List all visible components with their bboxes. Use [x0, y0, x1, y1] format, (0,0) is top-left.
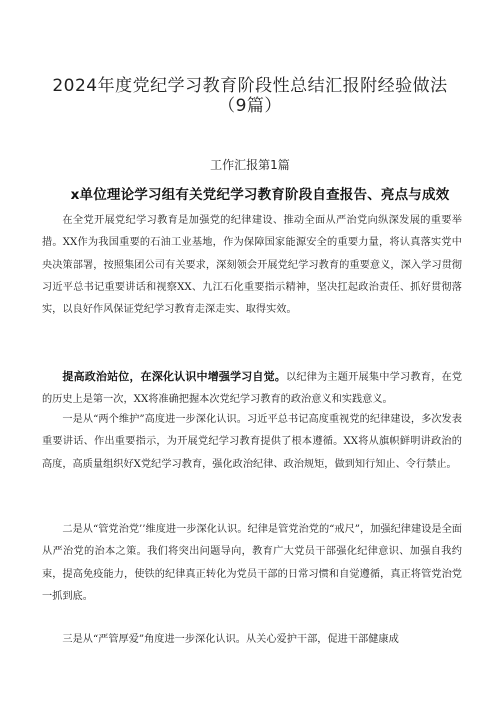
paragraph-body: 以纪律为主题开展集中学习教育，在党的历史上是第一次，XX将准确把握本次党纪学习教育的政治意义和实践意义。 — [42, 372, 463, 406]
report-number-label: 工作汇报第1篇 — [210, 158, 290, 172]
paragraph-point-two: 二是从“管党治党’’维度进一步深化认识。纪律是管党治党的“戒尺”，加强纪律建设是全面从严治党的治本之策。我们将突出问题导向，教育广大党员干部强化纪律意识、加强自我约束，提高免疫能力，使铁的纪律真正转化为党员干部的日常习惯和自觉遵循，真正将管党治党一抓到底。 — [42, 524, 462, 602]
report-heading: x单位理论学习组有关党纪学习教育阶段自查报告、亮点与成效 — [70, 187, 450, 203]
paragraph-point-one: 一是从“两个维护”高度进一步深化认识。习近平总书记高度重视党的纪律建设，多次发表重要讲话、作出重要指示，为开展党纪学习教育提供了根本遵循。XX将从旗帜鲜明讲政治的高度，高质量组织好X党纪学习教育，强化政治纪律、政治规矩，做到知行知止、令行禁止。 — [42, 414, 462, 470]
paragraph-political-stance — [42, 366, 462, 412]
document-title-line2: （9篇） — [218, 96, 282, 116]
paragraph-point-three: 三是从“严管厚爱”角度进一步深化认识。从关心爱护干部，促进干部健康成 — [62, 634, 399, 645]
paragraph-lead-heading: 提高政治站位，在深化认识中增强学习自觉。 — [62, 370, 286, 383]
paragraph-intro: 在全党开展党纪学习教育是加强党的纪律建设、推动全面从严治党向纵深发展的重要举措。XX作为我国重要的石油工业基地，作为保障国家能源安全的重要力量，将认真落实党中央决策部署，按照集团公司有关要求，深刻领会开展党纪学习教育的重要意义，深入学习贯彻习近平总书记重要讲话和视察XX、九江石化重要指示精神，坚决扛起政治责任、抓好贯彻落实，以良好作风保证党纪学习教育走深走实、取得实效。 — [42, 215, 462, 316]
document-title-line1: 2024年度党纪学习教育阶段性总结汇报附经验做法 — [52, 76, 448, 96]
